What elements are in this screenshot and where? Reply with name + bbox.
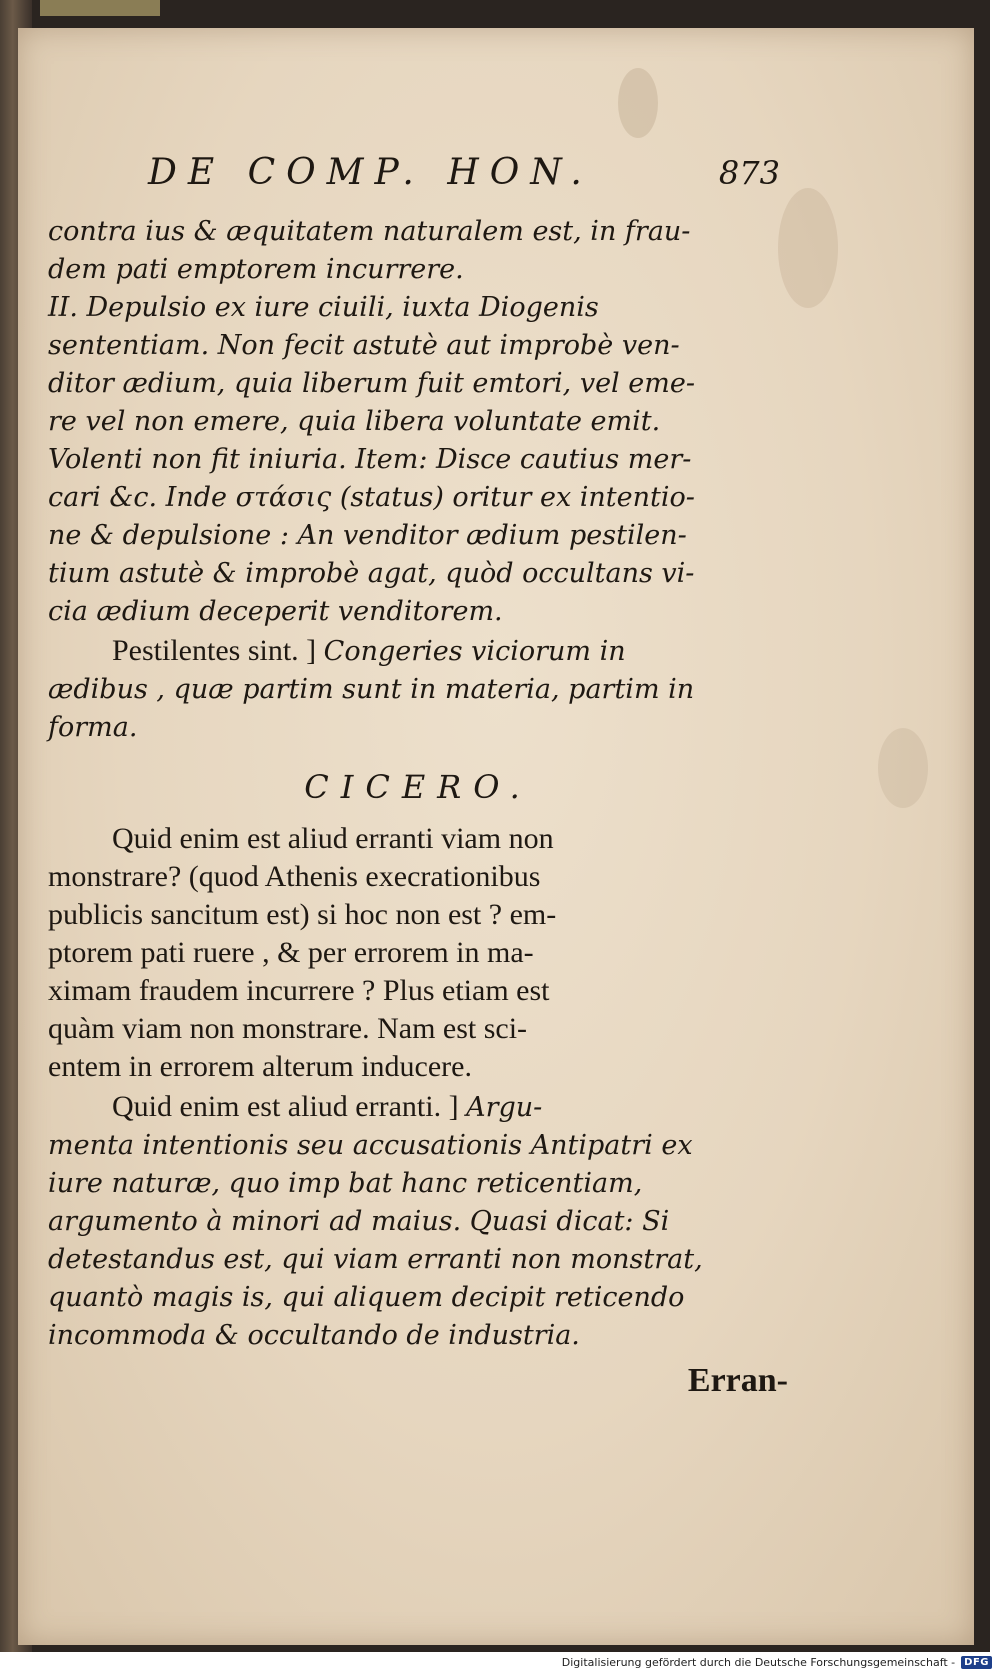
body-line: ne & depulsione : An venditor ædium pestilen- — [48, 520, 687, 551]
commentary-line: iure naturæ, quo imp bat hanc reticentiam, — [48, 1168, 643, 1199]
body-line: cari &c. Inde στάσις (status) oritur ex intentio- — [48, 482, 695, 513]
running-head-title: DE COMP. HON. — [148, 152, 593, 193]
gloss-line — [112, 634, 626, 668]
paper-stain — [778, 188, 838, 308]
body-line: cia ædium deceperit venditorem. — [48, 596, 503, 627]
catchword: Erran- — [687, 1362, 788, 1399]
gloss-line — [48, 674, 694, 705]
quote-line: entem in errorem alterum inducere. — [48, 1050, 472, 1083]
commentary-line: argumento à minori ad maius. Quasi dicat: Si — [48, 1206, 670, 1237]
gloss-text: forma. — [48, 712, 138, 743]
gloss-lemma: Pestilentes sint. ] — [112, 634, 324, 667]
gloss-line — [48, 712, 137, 743]
paper-stain — [878, 728, 928, 808]
body-line: dem pati emptorem incurrere. — [48, 254, 464, 285]
gloss-text: Congeries viciorum in — [323, 636, 626, 667]
section-heading: CICERO. — [304, 768, 532, 806]
book-page — [18, 28, 974, 1645]
commentary-line: quantò magis is, qui aliquem decipit reticendo — [48, 1282, 685, 1313]
page-number: 873 — [718, 154, 780, 192]
commentary-lemma: Quid enim est aliud erranti. ] — [112, 1090, 467, 1123]
gloss-text: ædibus , quæ partim sunt in materia, partim in — [48, 674, 695, 705]
body-line: re vel non emere, quia libera voluntate emit. — [48, 406, 661, 437]
credit-text: Digitalisierung gefördert durch die Deutsche Forschungsgemeinschaft - — [561, 1655, 956, 1669]
body-line: Volenti non fit iniuria. Item: Disce cautius mer- — [48, 444, 692, 475]
body-line: tium astutè & improbè agat, quòd occultans vi- — [48, 558, 695, 589]
body-line: contra ius & æquitatem naturalem est, in frau- — [48, 216, 691, 247]
paper-stain — [618, 68, 658, 138]
digitization-credit — [562, 1653, 992, 1671]
running-head — [148, 152, 780, 200]
body-line: sententiam. Non fecit astutè aut improbè ven- — [48, 330, 680, 361]
quote-line: ptorem pati ruere , & per errorem in ma- — [48, 936, 534, 969]
commentary-line: detestandus est, qui viam erranti non monstrat, — [48, 1244, 703, 1275]
quote-line: Quid enim est aliud erranti viam non — [112, 822, 554, 855]
body-line: ditor ædium, quia liberum fuit emtori, vel eme- — [48, 368, 695, 399]
quote-line: publicis sancitum est) si hoc non est ? em- — [48, 898, 557, 931]
dfg-logo: DFG — [961, 1656, 992, 1669]
bookmark-ribbon — [40, 0, 160, 16]
commentary-line — [112, 1090, 542, 1124]
commentary-line: menta intentionis seu accusationis Antipatri ex — [48, 1130, 693, 1161]
commentary-line: incommoda & occultando de industria. — [48, 1320, 580, 1351]
commentary-text: Argu- — [466, 1092, 543, 1123]
quote-line: quàm viam non monstrare. Nam est sci- — [48, 1012, 528, 1045]
quote-line: monstrare? (quod Athenis execrationibus — [48, 860, 541, 893]
quote-line: ximam fraudem incurrere ? Plus etiam est — [48, 974, 550, 1007]
body-line: II. Depulsio ex iure ciuili, iuxta Diogenis — [48, 292, 599, 323]
